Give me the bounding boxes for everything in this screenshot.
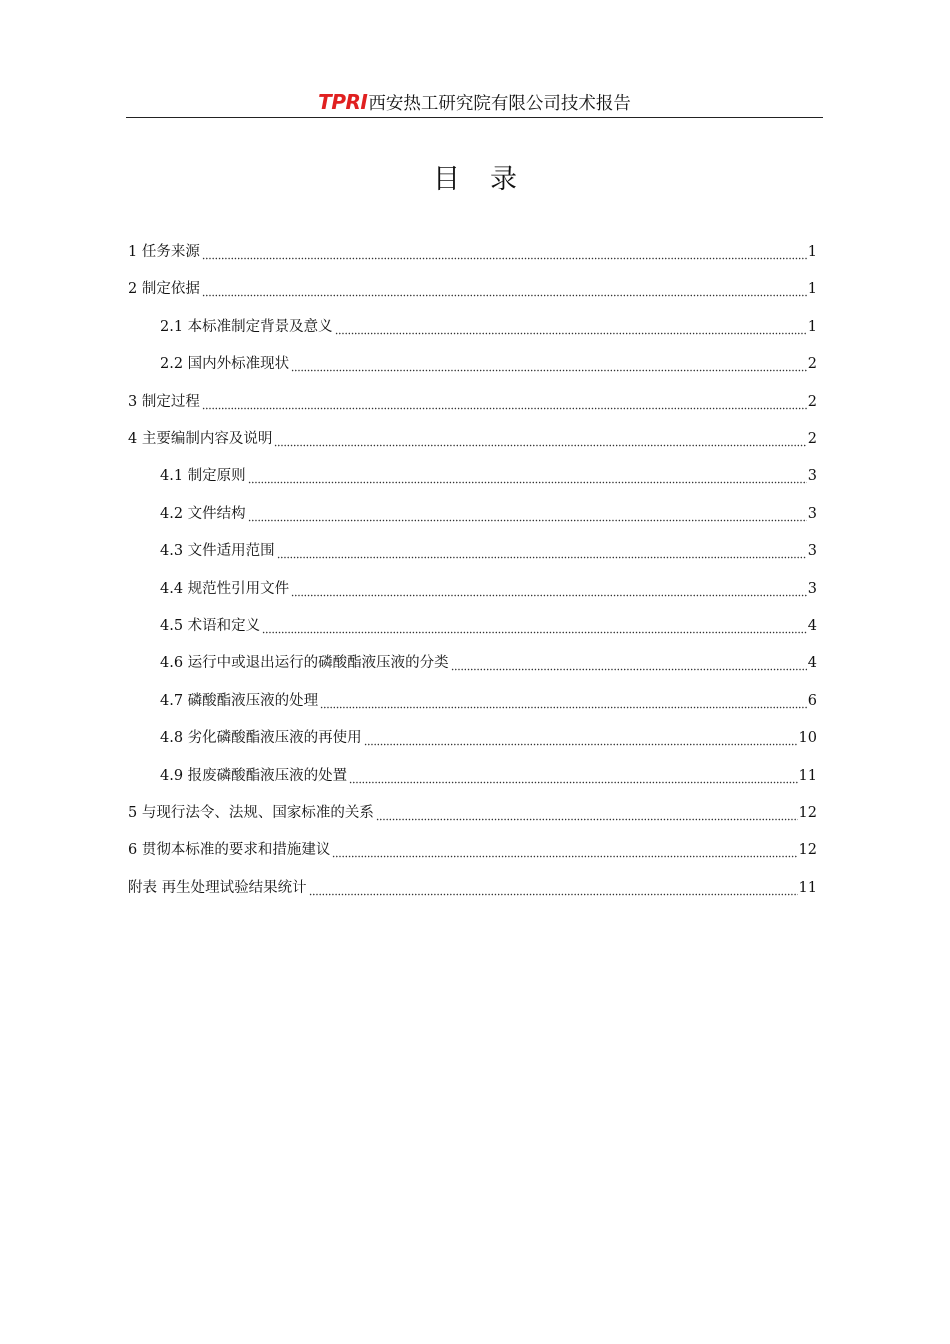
toc-entry[interactable]: [160, 610, 817, 636]
toc-entry[interactable]: [128, 872, 817, 898]
toc-entry-page-number: 1: [807, 281, 817, 298]
toc-entry-page-number: 2: [807, 356, 817, 373]
toc-entry-page-number: 1: [807, 244, 817, 260]
toc-entry-page-number: 2: [807, 393, 817, 410]
toc-entry-page-number: 12: [798, 842, 817, 859]
toc-entry[interactable]: [128, 236, 817, 262]
toc-entry-label: 2.1 本标准制定背景及意义: [160, 318, 333, 335]
tpri-logo: TPRI: [318, 90, 368, 114]
toc-entry-label: 附表 再生处理试验结果统计: [128, 879, 307, 896]
toc-dot-leader: [274, 429, 806, 449]
toc-entry-label: 6 贯彻本标准的要求和措施建议: [128, 842, 331, 859]
toc-entry-label: 1 任务来源: [128, 244, 200, 260]
toc-dot-leader: [332, 840, 797, 860]
toc-title: 目录: [433, 164, 547, 195]
header-title: 西安热工研究院有限公司技术报告: [368, 94, 631, 114]
toc-dot-leader: [248, 504, 807, 524]
toc-dot-leader: [262, 616, 807, 636]
toc-entry[interactable]: [160, 722, 817, 748]
toc-entry-label: 2.2 国内外标准现状: [160, 356, 290, 373]
toc-entry[interactable]: [128, 423, 817, 449]
toc-entry-label: 4.4 规范性引用文件: [160, 580, 290, 597]
toc-entry-label: 2 制定依据: [128, 281, 200, 298]
toc-entry[interactable]: [160, 311, 817, 337]
toc-entry[interactable]: [160, 498, 817, 524]
toc-dot-leader: [291, 579, 807, 599]
toc-dot-leader: [277, 541, 807, 561]
toc-dot-leader: [202, 392, 807, 412]
toc-entry[interactable]: [128, 386, 817, 412]
toc-entry[interactable]: [128, 797, 817, 823]
toc-entry-page-number: 3: [807, 505, 817, 522]
header-divider: [126, 117, 823, 118]
toc-entry-page-number: 4: [807, 618, 817, 634]
toc-entry-page-number: 6: [807, 692, 817, 709]
toc-entry-label: 4.1 制定原则: [160, 468, 246, 485]
toc-entry-page-number: 10: [798, 730, 817, 747]
toc-entry[interactable]: [160, 573, 817, 599]
toc-dot-leader: [202, 279, 807, 299]
toc-entry-label: 4.2 文件结构: [160, 505, 246, 522]
toc-dot-leader: [248, 466, 807, 486]
toc-entry[interactable]: [160, 647, 817, 673]
toc-entry-page-number: 2: [807, 431, 817, 447]
toc-entry-label: 4 主要编制内容及说明: [128, 431, 273, 447]
toc-dot-leader: [202, 242, 807, 262]
toc-entry-label: 4.5 术语和定义: [160, 618, 261, 634]
toc-dot-leader: [320, 691, 807, 711]
toc-entry-label: 4.8 劣化磷酸酯液压液的再使用: [160, 730, 362, 747]
toc-entry-page-number: 12: [798, 805, 817, 821]
toc-entry[interactable]: [160, 760, 817, 786]
toc-entry-label: 5 与现行法令、法规、国家标准的关系: [128, 805, 374, 821]
toc-entry[interactable]: [128, 273, 817, 299]
toc-entry[interactable]: [160, 460, 817, 486]
toc-entry-page-number: 1: [807, 318, 817, 335]
toc-entry[interactable]: [160, 348, 817, 374]
toc-entry-page-number: 4: [807, 655, 817, 672]
toc-dot-leader: [309, 878, 798, 898]
toc-entry-label: 3 制定过程: [128, 393, 200, 410]
toc-entry-label: 4.6 运行中或退出运行的磷酸酯液压液的分类: [160, 655, 449, 672]
toc-entry-label: 4.3 文件适用范围: [160, 543, 275, 560]
toc-dot-leader: [349, 766, 797, 786]
toc-entry-label: 4.7 磷酸酯液压液的处理: [160, 692, 319, 709]
toc-entry-page-number: 3: [807, 543, 817, 560]
toc-entry[interactable]: [160, 685, 817, 711]
toc-entry-page-number: 3: [807, 580, 817, 597]
toc-dot-leader: [364, 728, 798, 748]
toc-entry-page-number: 11: [798, 767, 817, 784]
page-header: [126, 88, 823, 118]
toc-entry[interactable]: [128, 834, 817, 860]
toc-entry-label: 4.9 报废磷酸酯液压液的处置: [160, 767, 348, 784]
toc-entry-page-number: 3: [807, 468, 817, 485]
toc-dot-leader: [451, 653, 807, 673]
toc-entry[interactable]: [160, 535, 817, 561]
toc-dot-leader: [291, 354, 807, 374]
toc-dot-leader: [335, 317, 807, 337]
toc-entry-page-number: 11: [798, 879, 817, 896]
toc-dot-leader: [376, 803, 798, 823]
